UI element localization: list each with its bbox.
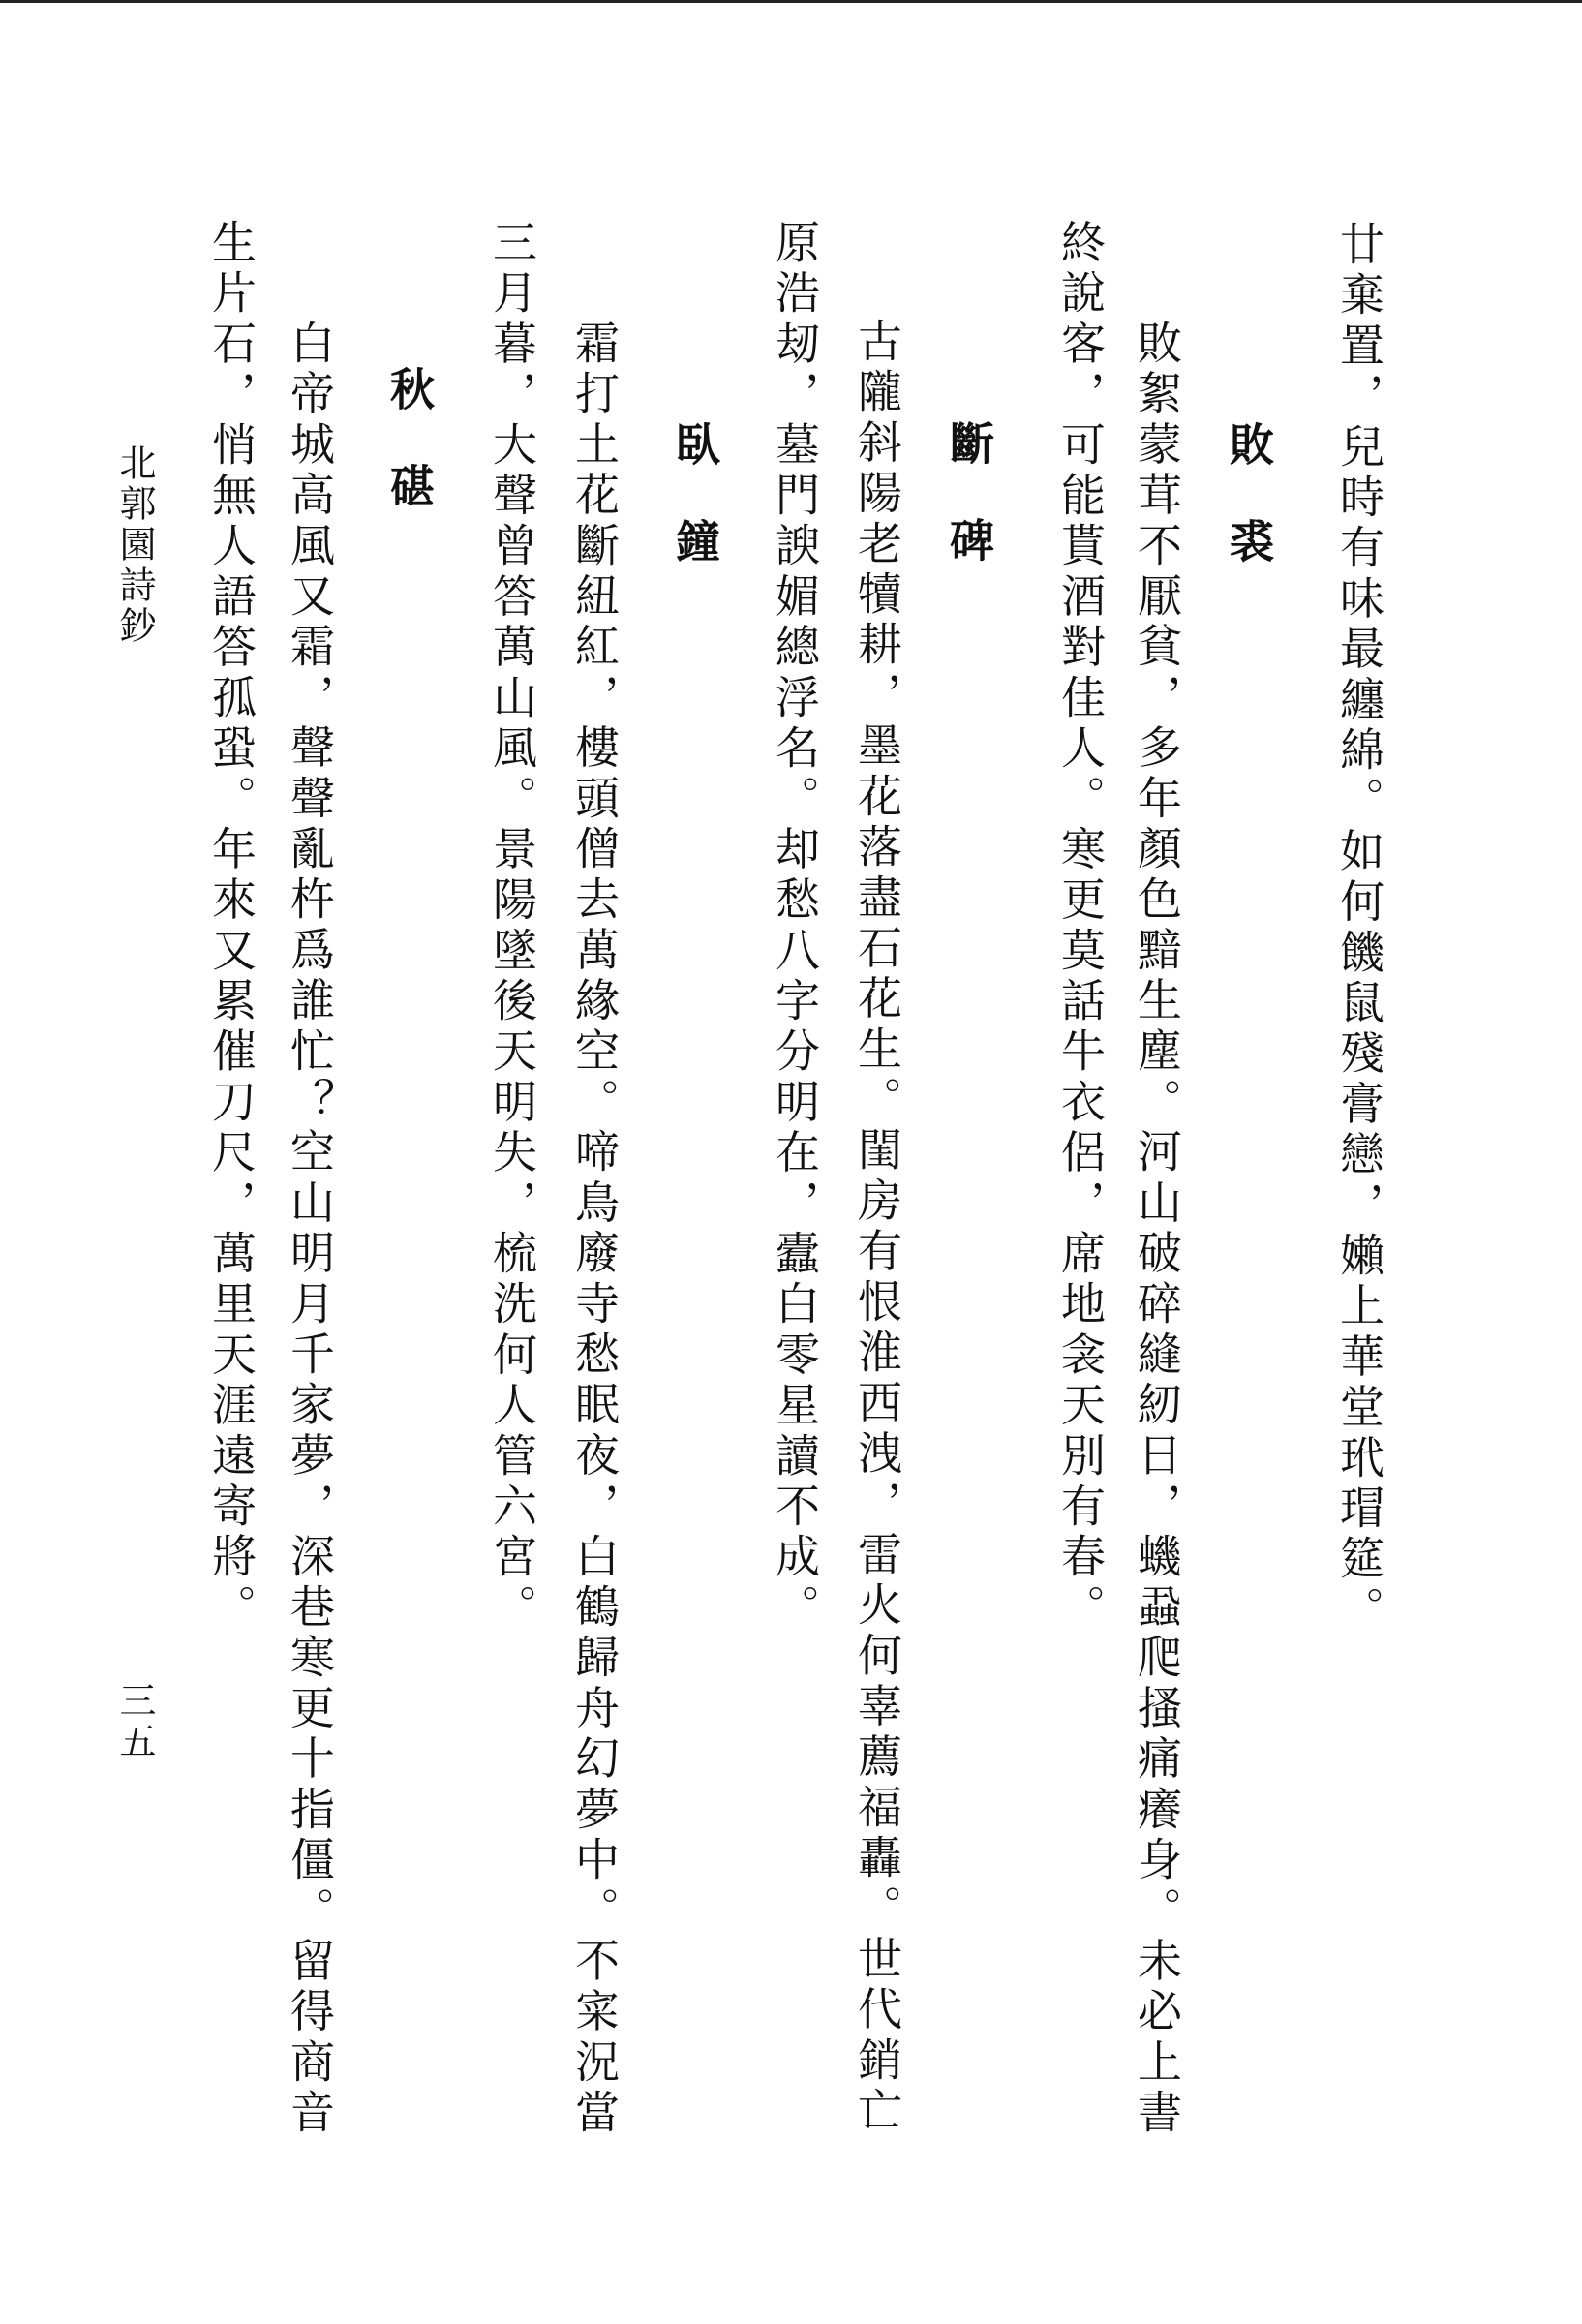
text-column-4: 古隴斜陽老犢耕，墨花落盡石花生。閨房有恨淮西洩，雷火何辜薦福轟。世代銷亡 xyxy=(851,318,903,2138)
text-column-2: 敗絮蒙茸不厭貧，多年顏色黯生塵。河山破碎縫紉日，蟣蝨爬搔痛癢身。未必上書 xyxy=(1131,320,1183,2140)
running-head: 北郭園詩鈔 xyxy=(113,443,156,647)
text-column-8: 白帝城高風又霜，聲聲亂杵爲誰忙？空山明月千家夢，深巷寒更十指僵。留得商音 xyxy=(284,320,336,2140)
page-top-rule xyxy=(0,0,1582,3)
poem-title-duan-bei: 斷碑 xyxy=(943,420,995,614)
text-column-5: 原浩刼，墓門諛媚總浮名。却愁八字分明在，蠹白零星讀不成。 xyxy=(769,219,821,1635)
poem-title-bai-qiu: 敗裘 xyxy=(1223,421,1275,615)
text-column-9: 生片石，悄無人語答孤蛩。年來又累催刀尺，萬里天涯遠寄將。 xyxy=(205,219,258,1635)
text-column-3: 終說客，可能貰酒對佳人。寒更莫話牛衣侶，席地衾天別有春。 xyxy=(1054,219,1107,1635)
poem-title-wo-zhong: 臥鐘 xyxy=(669,421,721,615)
text-column-7: 三月暮，大聲曾答萬山風。景陽墜後天明失，梳洗何人管六宮。 xyxy=(486,219,538,1635)
text-column-1: 廿棄置，兒時有味最纏綿。如何饑鼠殘膏戀，嬾上華堂玳瑁筵。 xyxy=(1333,221,1385,1636)
text-column-6: 霜打土花斷紐紅，樓頭僧去萬緣空。啼鳥廢寺愁眠夜，白鶴歸舟幻夢中。不寀況當 xyxy=(568,320,621,2140)
poem-title-qiu-zhen: 秋碪 xyxy=(383,366,436,560)
page-number: 三五 xyxy=(113,1681,156,1762)
